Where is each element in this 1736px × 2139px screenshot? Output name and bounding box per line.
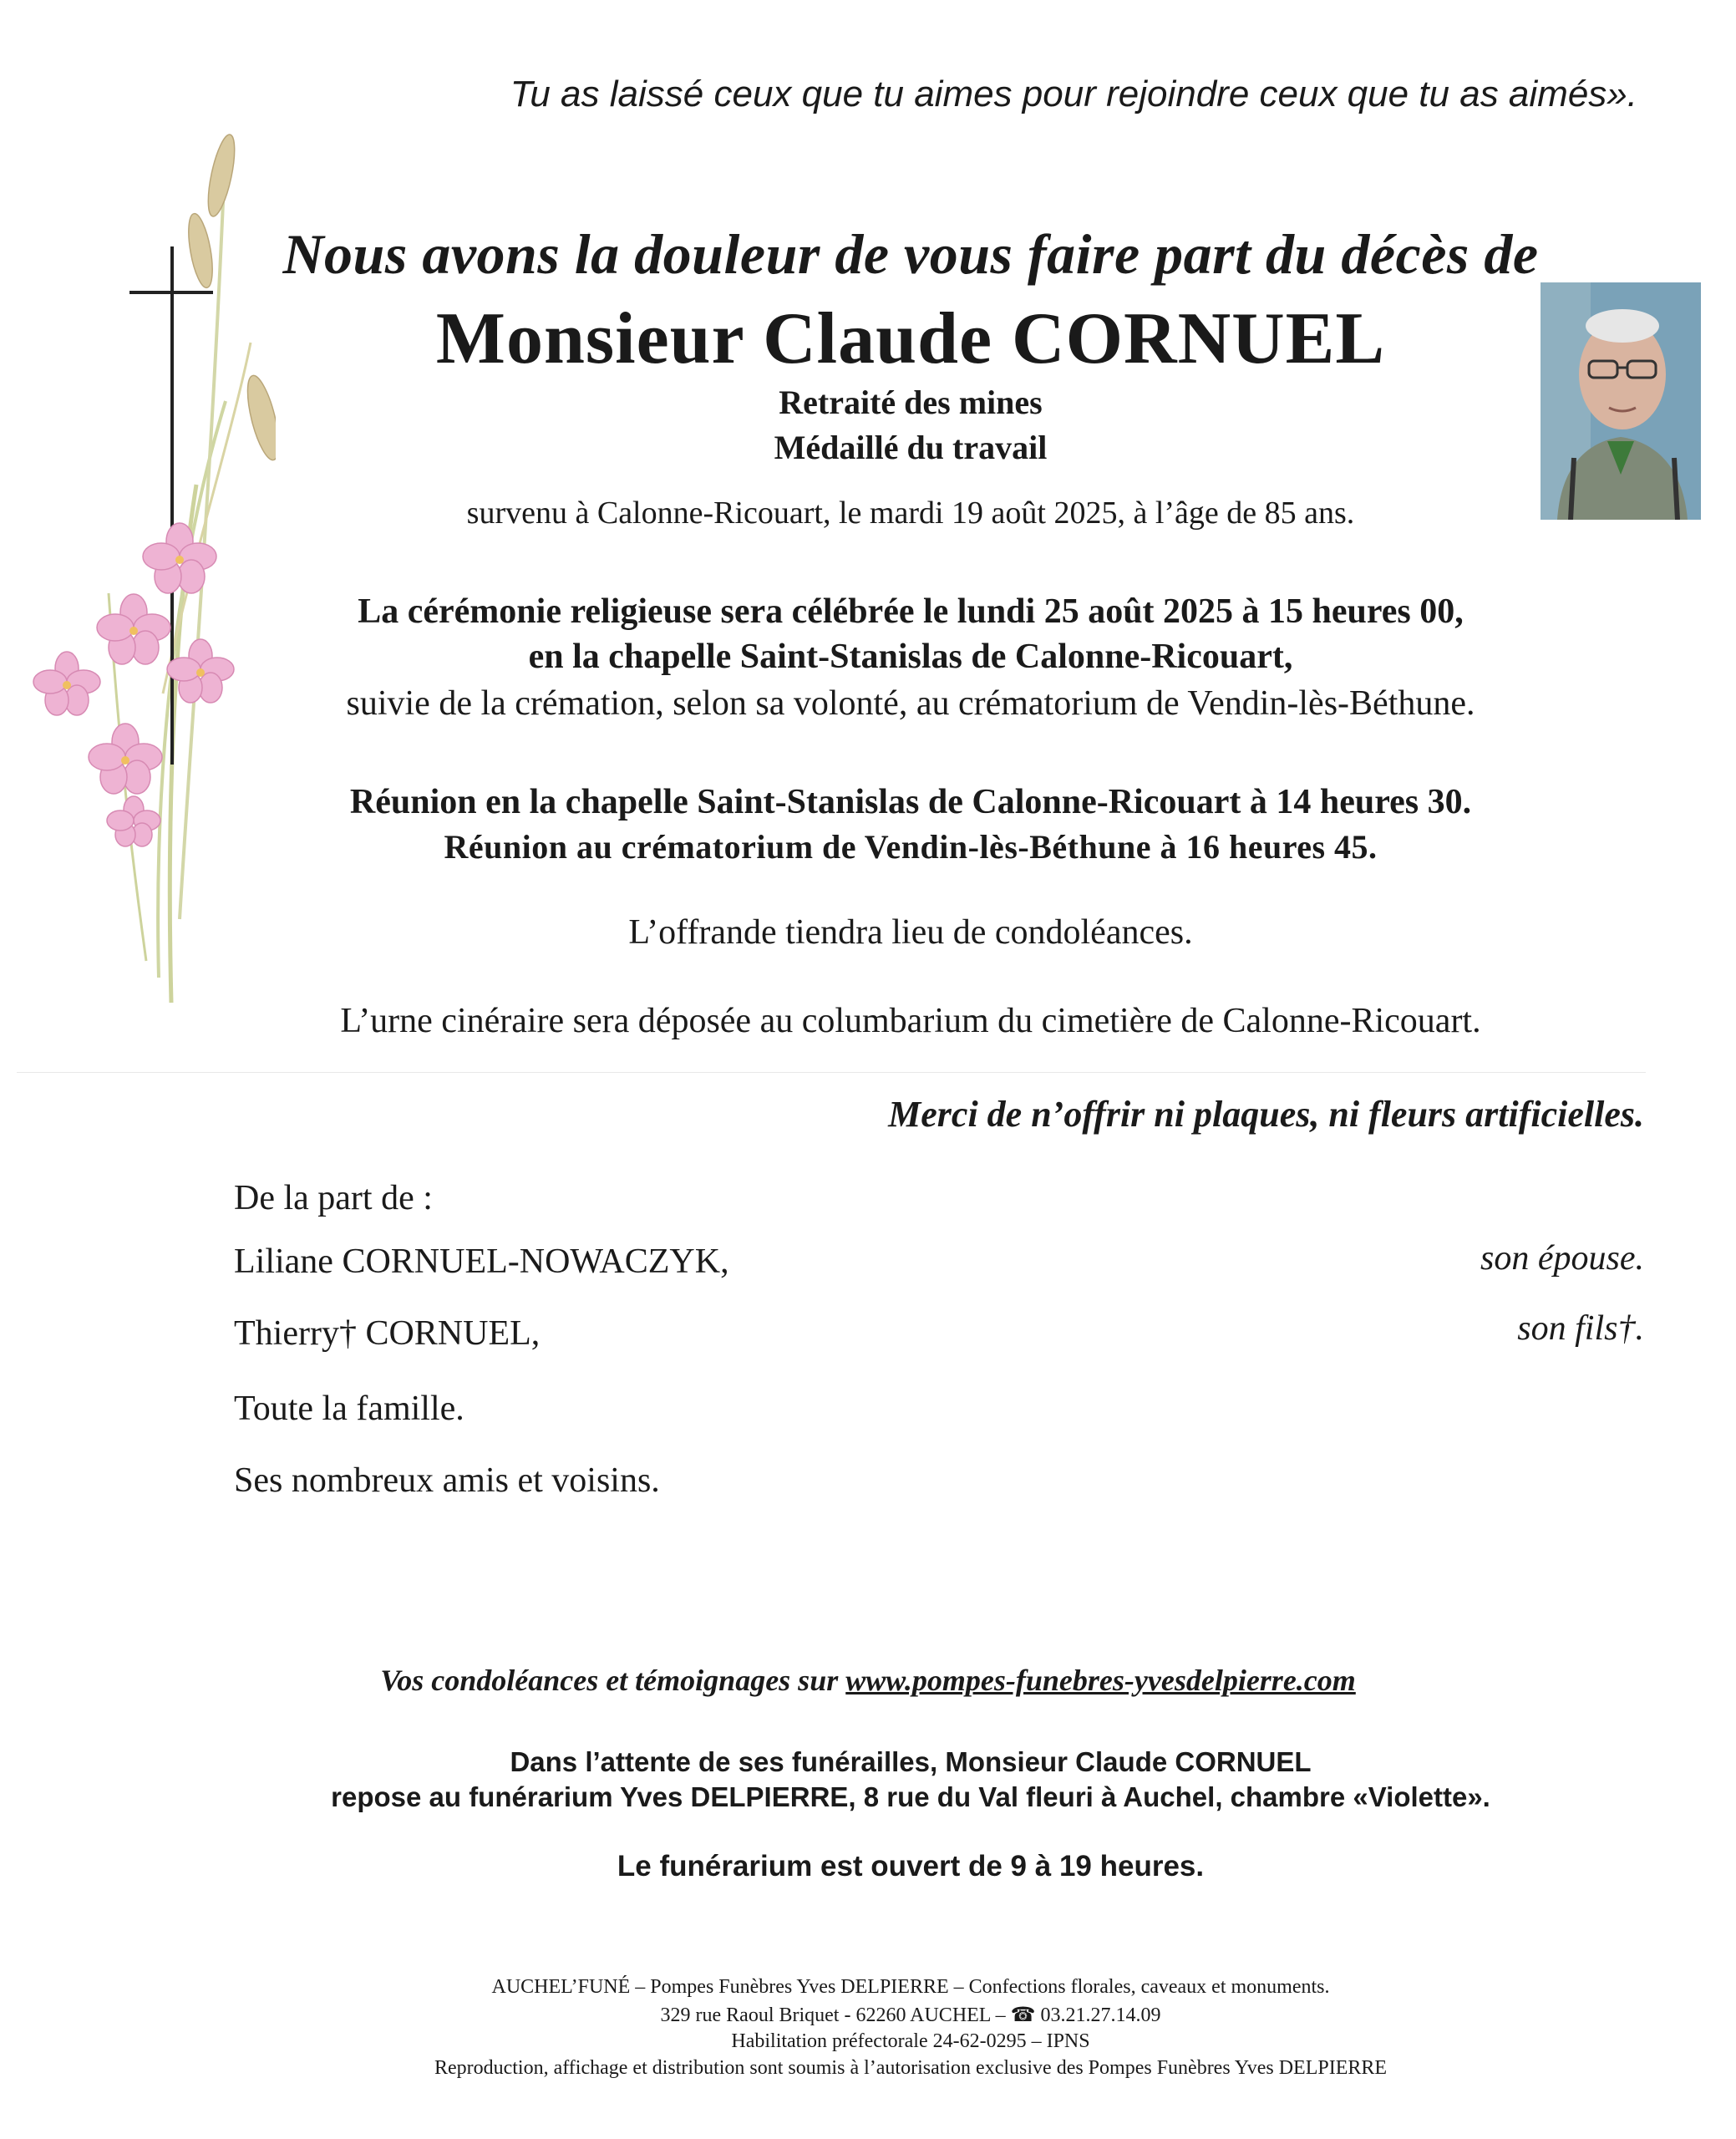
urn-note: L’urne cinéraire sera déposée au columbarium du cimetière de Calonne-Ricouart. [340, 1002, 1481, 1040]
deceased-title-1: Retraité des mines [779, 384, 1043, 421]
condolences-line [0, 1663, 1736, 1698]
condolences-website-link[interactable]: www.pompes-funebres-yvesdelpierre.com [845, 1664, 1356, 1697]
family-member-relation: son épouse. [1480, 1239, 1644, 1278]
family-member-name: Liliane CORNUEL-NOWACZYK, [234, 1242, 729, 1281]
resting-line-1: Dans l’attente de ses funérailles, Monsieur Claude CORNUEL [510, 1746, 1312, 1777]
deceased-title-2: Médaillé du travail [774, 429, 1048, 466]
resting-line-2: repose au funérarium Yves DELPIERRE, 8 rue du Val fleuri à Auchel, chambre «Violette». [331, 1781, 1490, 1812]
footer-address-text: 329 rue Raoul Briquet - 62260 AUCHEL – [660, 2004, 1006, 2026]
epigraph-quote: Tu as laissé ceux que tu aimes pour rejoindre ceux que tu as aimés». [510, 74, 1637, 114]
divider [17, 1072, 1646, 1073]
family-member-name: Toute la famille. [234, 1390, 464, 1428]
death-details: survenu à Calonne-Ricouart, le mardi 19 août 2025, à l’âge de 85 ans. [466, 495, 1355, 531]
no-flowers-request: Merci de n’offrir ni plaques, ni fleurs artificielles. [888, 1094, 1644, 1135]
footer-habilitation: Habilitation préfectorale 24-62-0295 – IPNS [731, 2030, 1090, 2052]
announcement-intro: Nous avons la douleur de vous faire part du décès de [282, 222, 1539, 286]
floral-cross-decoration [0, 125, 276, 1011]
family-member-name: Ses nombreux amis et voisins. [234, 1461, 660, 1500]
ceremony-line-1: La cérémonie religieuse sera célébrée le lundi 25 août 2025 à 15 heures 00, [358, 592, 1464, 631]
footer-reproduction-notice: Reproduction, affichage et distribution sont soumis à l’autorisation exclusive des Pompes Funèbres Yves DELPIERRE [434, 2057, 1388, 2079]
offering-note: L’offrande tiendra lieu de condoléances. [628, 913, 1193, 952]
deceased-name: Monsieur Claude CORNUEL [435, 298, 1386, 379]
flowers-icon [33, 523, 234, 846]
meeting-chapel: Réunion en la chapelle Saint-Stanislas de Calonne-Ricouart à 14 heures 30. [349, 783, 1472, 821]
footer-company: AUCHEL’FUNÉ – Pompes Funèbres Yves DELPIERRE – Confections florales, caveaux et monuments. [491, 1976, 1330, 1998]
ceremony-line-3: suivie de la crémation, selon sa volonté, au crématorium de Vendin-lès-Béthune. [346, 684, 1475, 723]
footer-phone: 03.21.27.14.09 [1040, 2004, 1161, 2026]
condolences-text: Vos condoléances et témoignages sur [380, 1664, 839, 1697]
meeting-crematorium: Réunion au crématorium de Vendin-lès-Béthune à 16 heures 45. [444, 828, 1378, 866]
family-intro: De la part de : [234, 1179, 433, 1217]
footer-address [217, 2003, 1604, 2027]
family-member-name: Thierry† CORNUEL, [234, 1314, 541, 1353]
ceremony-line-2: en la chapelle Saint-Stanislas de Calonne-Ricouart, [528, 638, 1293, 676]
funerarium-hours: Le funérarium est ouvert de 9 à 19 heures. [617, 1850, 1205, 1882]
phone-icon: ☎ [1010, 2004, 1036, 2026]
family-member-relation: son fils†. [1517, 1309, 1644, 1348]
